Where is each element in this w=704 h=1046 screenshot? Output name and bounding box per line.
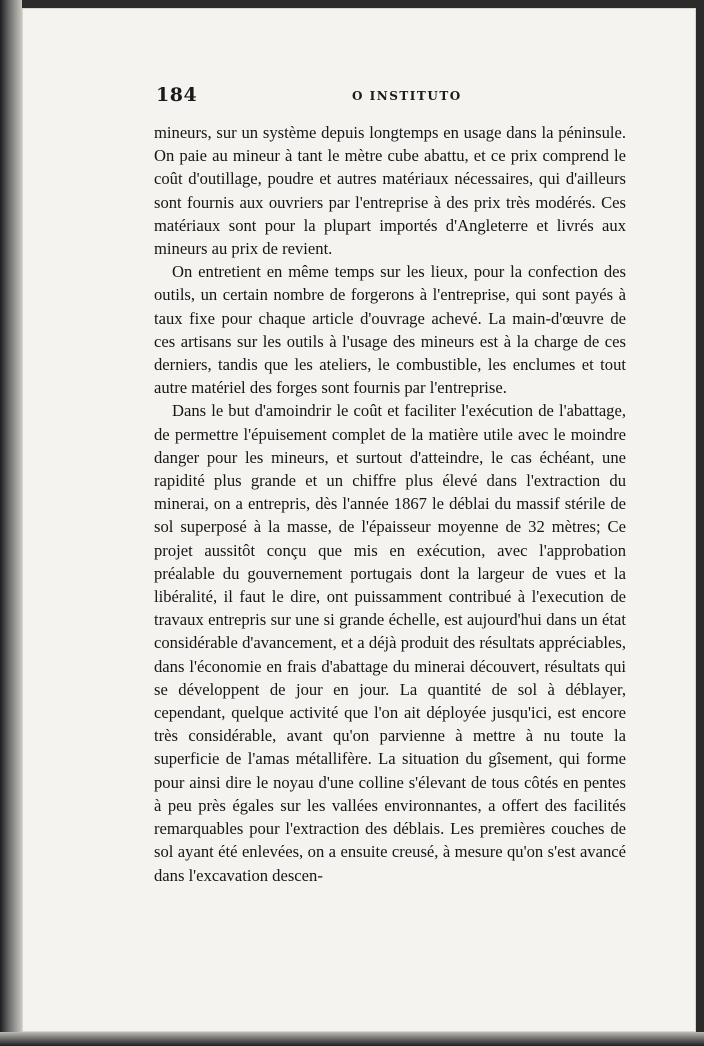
page-binding-edge (0, 0, 22, 1046)
page-header (156, 84, 626, 112)
paragraph-2: On entretient en même temps sur les lieux, pour la confection des outils, un certain nombre de forgerons à l'entreprise, qui sont payés à taux fixe pour chaque article d'ouvrage achevé. La main-d'œuvre de ces artisans sur les outils à l'usage des mineurs est à la charge de ces derniers, tandis que les ateliers, le combustible, les enclumes et tout autre matériel des forges sont fournis par l'entreprise. (154, 262, 626, 398)
page-bottom-edge (0, 1032, 704, 1046)
body-text (154, 121, 626, 887)
running-head: O INSTITUTO (352, 89, 462, 103)
paragraph-3: Dans le but d'amoindrir le coût et faciliter l'exécution de l'abattage, de permettre l'épuisement complet de la matière utile avec le moindre danger pour les mineurs, et surtout d'atteindre, le cas échéant, une rapidité plus grande et un chiffre plus élevé dans l'extraction du minerai, on a entrepris, dès l'année 1867 le déblai du massif stérile de sol superposé à la masse, de l'épaisseur moyenne de 32 mètres; Ce projet aussitôt conçu que mis en exécution, avec l'approbation préalable du gouvernement portugais dont la largeur de vues et la libéralité, il faut le dire, ont puissamment contribué à l'execution de travaux entrepris sur une si grande échelle, est aujourd'hui dans un état considérable d'avancement, et a déjà produit des résultats appréciables, dans l'économie en frais d'abattage du minerai découvert, résultats qui se développent de jour en jour. La quantité de sol à déblayer, cependant, quelque activité que l'on ait déployée jusqu'ici, est encore très considérable, avant qu'on parvienne à mettre à nu toute la superficie de l'amas métallifère. La situation du gîsement, qui forme pour ainsi dire le noyau d'une colline s'élevant de tous côtés en pentes à peu près égales sur les vallées environnantes, a offert des facilités remarquables pour l'extraction des déblais. Les premières couches de sol ayant été enlevées, on a ensuite creusé, à mesure qu'on s'est avancé dans l'excavation descen- (154, 401, 626, 885)
paragraph-1: mineurs, sur un système depuis longtemps en usage dans la péninsule. On paie au mineur à tant le mètre cube abattu, et ce prix comprend le coût d'outillage, poudre et autres matériaux nécessaires, qui d'ailleurs sont fournis aux ouvriers par l'entreprise à des prix très modérés. Ces matériaux sont pour la plupart importés d'Angleterre et livrés aux mineurs au prix de revient. (154, 123, 626, 259)
page-number: 184 (156, 84, 198, 106)
